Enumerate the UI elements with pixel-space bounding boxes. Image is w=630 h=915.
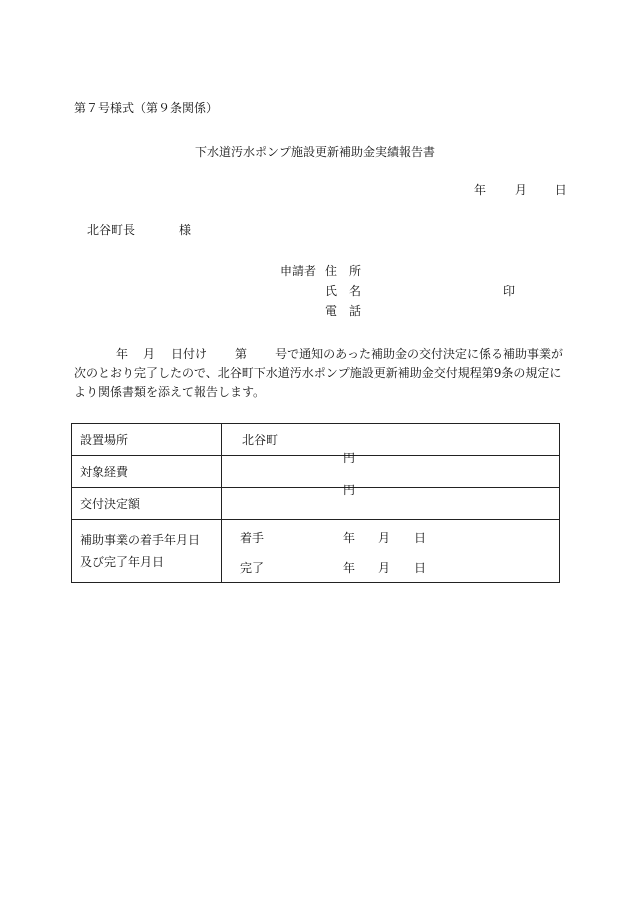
start-month: 月 [378, 531, 391, 545]
period-label-line2: 及び完了年月日 [80, 555, 165, 569]
body-dai: 第 [235, 347, 248, 361]
period-label-line1: 補助事業の着手年月日 [80, 533, 201, 547]
end-day: 日 [414, 561, 427, 575]
row-value-location: 北谷町 [222, 424, 560, 456]
seal-mark: 印 [503, 284, 516, 298]
row-value-expense [222, 451, 560, 488]
applicant-address-label: 住 所 [325, 264, 362, 278]
report-body [74, 345, 564, 402]
end-date-row [230, 559, 559, 573]
addressee [87, 223, 191, 237]
document-title: 下水道汚水ポンプ施設更新補助金実績報告書 [194, 145, 435, 159]
date-year: 年 [474, 183, 487, 197]
row-value-grant [222, 483, 560, 520]
start-year: 年 [343, 531, 356, 545]
report-table [71, 423, 560, 583]
applicant-label: 申請者 [280, 264, 317, 278]
addressee-name: 北谷町長 [87, 223, 136, 237]
body-day-dated: 日付け [171, 347, 208, 361]
expense-unit: 円 [343, 451, 356, 465]
body-month: 月 [143, 347, 156, 361]
row-label-period [72, 520, 222, 583]
end-year: 年 [343, 561, 356, 575]
grant-unit: 円 [343, 483, 356, 497]
end-month: 月 [378, 561, 391, 575]
table-row [72, 424, 560, 456]
start-day: 日 [414, 531, 427, 545]
row-label-location: 設置場所 [72, 424, 222, 456]
body-year: 年 [116, 347, 129, 361]
end-label: 完了 [240, 561, 265, 575]
date-day: 日 [554, 183, 567, 197]
addressee-honorific: 様 [179, 223, 192, 237]
date-month: 月 [514, 183, 527, 197]
report-date [474, 183, 567, 197]
applicant-phone-label: 電 話 [325, 304, 362, 318]
body-text: 号で通知のあった補助金の交付決定に係る補助事業が次のとおり完了したので、北谷町下水道汚水ポンプ施設更新補助金交付規程第9条の規定により関係書類を添えて報告します。 [74, 347, 563, 399]
row-label-expense: 対象経費 [72, 456, 222, 488]
row-value-period [222, 520, 560, 583]
table-row [72, 456, 560, 488]
form-number: 第７号様式（第９条関係） [74, 101, 219, 115]
row-label-grant: 交付決定額 [72, 488, 222, 520]
table-row [72, 520, 560, 583]
applicant-name-label: 氏 名 [325, 284, 362, 298]
start-label: 着手 [240, 531, 265, 545]
table-row [72, 488, 560, 520]
start-date-row [230, 529, 559, 543]
